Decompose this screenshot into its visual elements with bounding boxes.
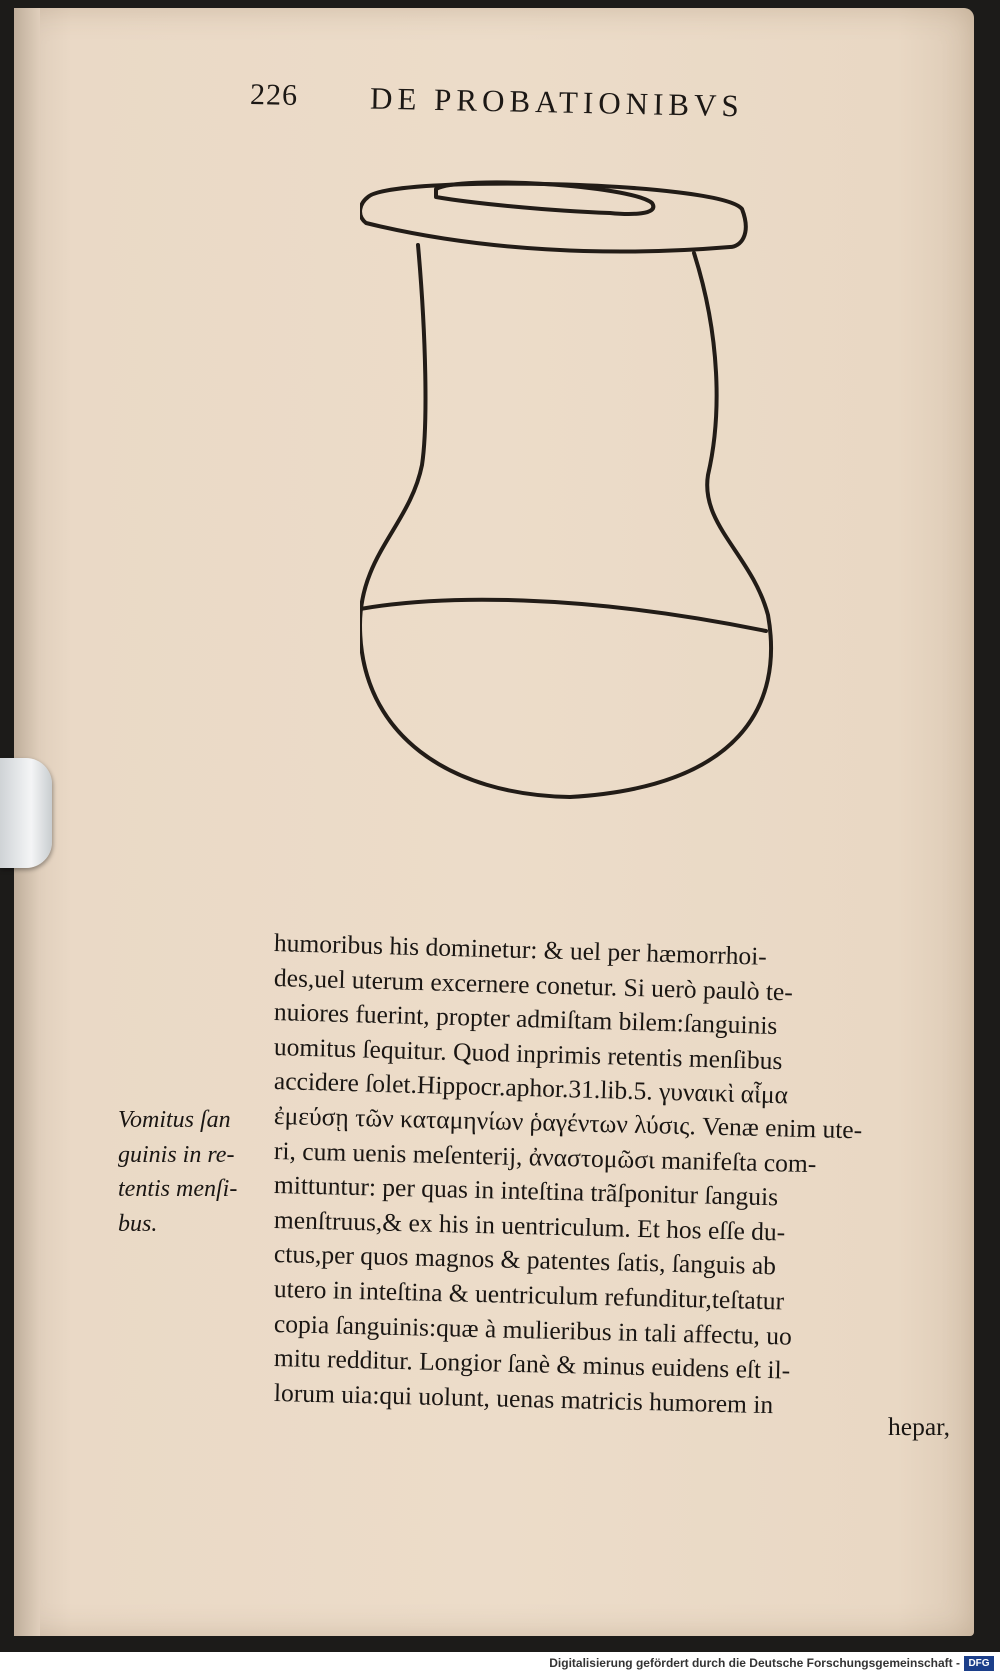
page-number: 226 — [249, 78, 299, 113]
body-line: accidere ſolet.Hippocr.aphor.31.lib.5. γυναικὶ αἷμα — [273, 1066, 789, 1110]
body-line: mitu redditur. Longior ſanè & minus euidens eſt il- — [273, 1343, 791, 1385]
margin-note-line: Vomitus ſan — [118, 1107, 231, 1133]
body-line: copia ſanguinis:quæ à mulieribus in tali affectu, uo — [273, 1308, 793, 1351]
body-line: humoribus his dominetur: & uel per hæmorrhoi- — [273, 928, 768, 971]
body-line: nuiores fuerint, propter admiſtam bilem:ſanguinis — [273, 997, 778, 1041]
margin-note-line: guinis in re- — [118, 1141, 235, 1168]
footer-credit: Digitalisierung gefördert durch die Deutsche Forschungsgemeinschaft - — [549, 1656, 960, 1670]
body-line: lorum uia:qui uolunt, uenas matricis humorem in — [273, 1377, 774, 1419]
body-line: ἐμεύσῃ τῶν καταμηνίων ῥαγέντων λύσις. Venæ enim ute- — [273, 1100, 863, 1145]
digitization-footer — [0, 1652, 1000, 1676]
vessel-illustration — [360, 175, 820, 865]
catchword: hepar, — [888, 1412, 950, 1442]
vessel-right-side — [570, 253, 771, 797]
body-text — [274, 926, 964, 1445]
margin-note — [118, 1103, 268, 1241]
body-line: mittuntur: per quas in inteſtina trãſponitur ſanguis — [273, 1170, 779, 1212]
margin-note-line: tentis menſi- — [118, 1176, 238, 1203]
dfg-logo-icon: DFG — [964, 1656, 994, 1671]
vessel-left-side — [360, 245, 570, 797]
page-clip — [0, 758, 52, 868]
body-line: menſtruus,& ex his in uentriculum. Et hos eſſe du- — [273, 1204, 786, 1247]
body-line: uomitus ſequitur. Quod inprimis retentis menſibus — [273, 1031, 783, 1075]
vessel-liquid-line — [360, 600, 766, 631]
body-line: des,uel uterum excernere conetur. Si uerò paulò te- — [273, 962, 794, 1007]
margin-note-line: bus. — [118, 1210, 158, 1237]
running-title: DE PROBATIONIBVS — [369, 80, 745, 124]
body-line: utero in inteſtina & uentriculum refunditur,teſtatur — [273, 1273, 785, 1316]
body-line: ctus,per quos magnos & patentes ſatis, ſanguis ab — [273, 1239, 777, 1281]
vessel-rim — [360, 184, 746, 252]
body-line: ri, cum uenis meſenterij, ἀναστομῶσι manifeſta com- — [273, 1135, 817, 1178]
